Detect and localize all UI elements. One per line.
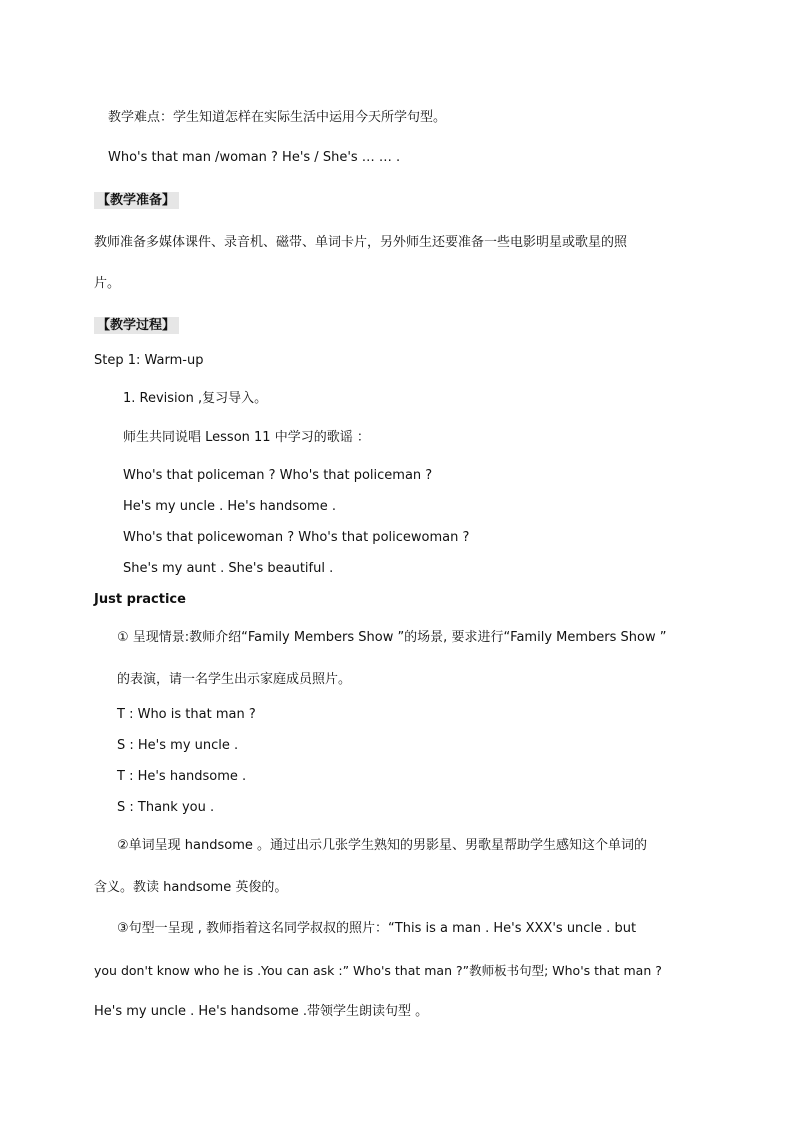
practice-1-line-a: ① 呈现情景:教师介绍“Family Members Show ”的场景, 要求进行“Family Members Show ”	[117, 630, 667, 645]
prep-heading	[94, 192, 179, 210]
dialog-line-3: T : He's handsome .	[117, 769, 247, 784]
practice-3-line-b: you don't know who he is .You can ask :” Who's that man ?”教师板书句型; Who's that man ?	[94, 963, 662, 978]
difficulty-line: 教学难点：学生知道怎样在实际生活中运用今天所学句型。	[108, 110, 447, 125]
sentence-pattern-line: Who's that man /woman ? He's / She's … … .	[108, 150, 401, 165]
prep-line-1: 教师准备多媒体课件、录音机、磁带、单词卡片，另外师生还要准备一些电影明星或歌星的照	[94, 235, 628, 250]
dialog-line-4: S : Thank you .	[117, 800, 215, 815]
chant-line-4: She's my aunt . She's beautiful .	[123, 561, 334, 576]
practice-1-line-b: 的表演，请一名学生出示家庭成员照片。	[117, 672, 352, 687]
dialog-line-1: T : Who is that man ?	[117, 707, 256, 722]
process-heading	[94, 317, 179, 335]
dialog-line-2: S : He's my uncle .	[117, 738, 239, 753]
chant-intro-line: 师生共同说唱 Lesson 11 中学习的歌谣 ：	[123, 430, 370, 445]
practice-3-line-c: He's my uncle . He's handsome .带领学生朗读句型 。	[94, 1004, 429, 1019]
chant-line-3: Who's that policewoman ? Who's that policewoman ?	[123, 530, 470, 545]
practice-2-line-a: ②单词呈现 handsome 。通过出示几张学生熟知的男影星、男歌星帮助学生感知这个单词的	[117, 838, 648, 853]
revision-line: 1. Revision ,复习导入。	[123, 391, 268, 406]
prep-line-2: 片。	[94, 276, 121, 291]
prep-heading-label: 【教学准备】	[94, 192, 179, 209]
chant-line-1: Who's that policeman ? Who's that policeman ?	[123, 468, 433, 483]
chant-line-2: He's my uncle . He's handsome .	[123, 499, 336, 514]
practice-2-line-b: 含义。教读 handsome 英俊的。	[94, 880, 288, 895]
step1-line: Step 1: Warm-up	[94, 353, 204, 368]
just-practice-heading: Just practice	[94, 592, 186, 607]
process-heading-label: 【教学过程】	[94, 317, 179, 334]
practice-3-line-a: ③句型一呈现 , 教师指着这名同学叔叔的照片：“This is a man . He's XXX's uncle . but	[117, 921, 637, 936]
